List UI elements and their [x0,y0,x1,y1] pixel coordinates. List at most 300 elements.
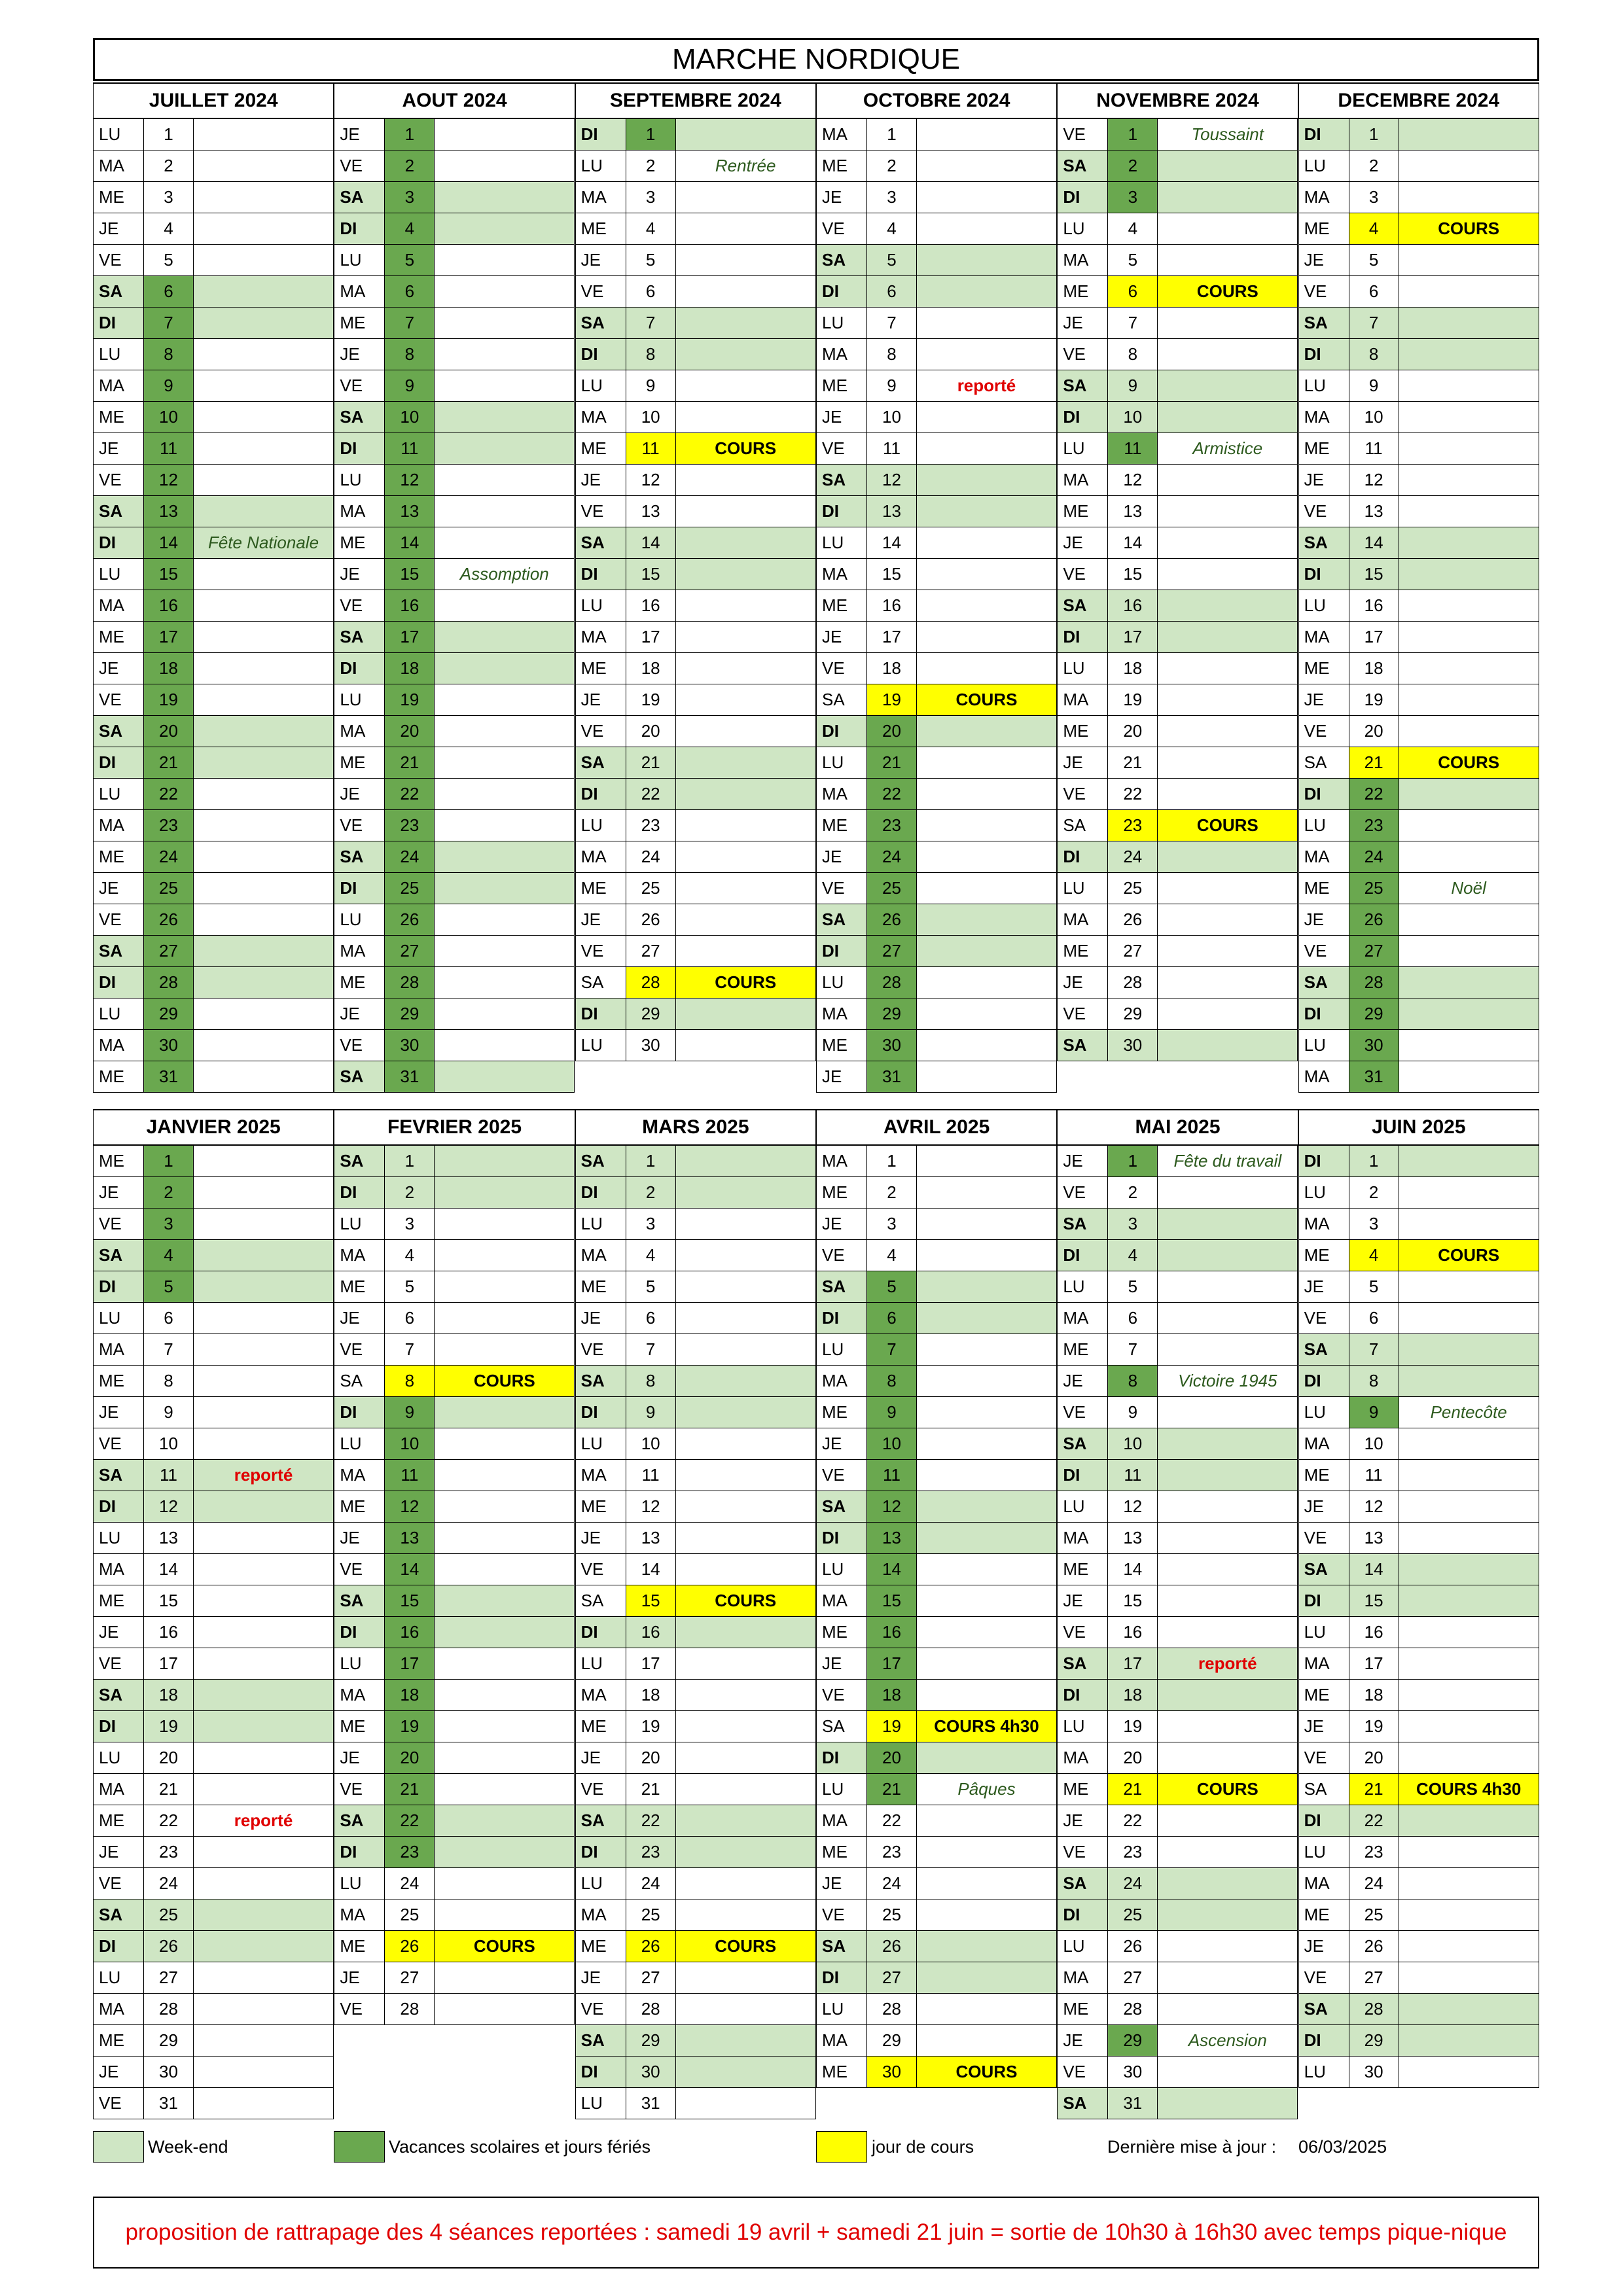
date-cell: 24 [867,841,917,873]
weekday-cell: JE [93,1837,144,1868]
date-cell: 5 [1108,1271,1158,1303]
weekday-cell: JE [575,1742,626,1774]
date-cell: 21 [144,1774,194,1805]
day-row [334,1146,575,1177]
weekday-cell: JE [1298,1711,1349,1742]
note-cell [676,1742,816,1774]
weekday-cell: LU [1298,1617,1349,1648]
note-cell [435,527,575,559]
date-cell: 26 [867,904,917,936]
date-cell: 2 [1108,150,1158,182]
note-cell [435,1617,575,1648]
date-cell: 9 [867,1397,917,1428]
date-cell: 21 [385,1774,435,1805]
day-row [1298,1648,1539,1680]
weekday-cell: DI [1298,1805,1349,1837]
weekday-cell: VE [1057,779,1108,810]
date-cell: 7 [1349,308,1399,339]
day-row [1057,339,1298,370]
day-row [1057,1030,1298,1061]
day-row [1057,1742,1298,1774]
note-cell [917,967,1057,998]
weekday-cell: MA [816,779,867,810]
month-column [1298,1109,1539,2119]
day-row [816,1523,1057,1554]
date-cell: 19 [626,684,676,716]
weekday-cell: ME [93,1805,144,1837]
date-cell: 7 [867,1334,917,1366]
date-cell: 20 [385,1742,435,1774]
weekday-cell: JE [575,245,626,276]
day-row [816,1177,1057,1209]
note-cell [435,1648,575,1680]
date-cell: 13 [1349,1523,1399,1554]
day-row [93,1962,334,1994]
date-cell: 9 [867,370,917,402]
note-cell [435,1460,575,1491]
day-row [575,747,816,779]
day-row [1057,904,1298,936]
weekday-cell: JE [334,119,385,150]
note-cell [676,1868,816,1899]
note-cell: Victoire 1945 [1158,1366,1298,1397]
date-cell: 6 [385,276,435,308]
note-cell: reporté [1158,1648,1298,1680]
date-cell: 14 [626,1554,676,1585]
date-cell: 24 [626,841,676,873]
note-cell [917,1585,1057,1617]
day-row [334,779,575,810]
day-row [1298,684,1539,716]
note-cell [917,119,1057,150]
weekday-cell: SA [1298,967,1349,998]
weekday-cell: DI [816,1962,867,1994]
date-cell: 4 [1349,1240,1399,1271]
weekday-cell: MA [816,1366,867,1397]
note-cell [194,1491,334,1523]
date-cell: 11 [1349,433,1399,465]
weekday-cell: ME [575,873,626,904]
date-cell: 14 [144,1554,194,1585]
weekday-cell: ME [1298,1680,1349,1711]
day-row [334,1554,575,1585]
weekday-cell: ME [93,1146,144,1177]
weekday-cell: VE [334,1774,385,1805]
date-cell: 13 [626,496,676,527]
day-row [1057,1648,1298,1680]
weekday-cell: JE [816,1061,867,1093]
weekday-cell: LU [575,370,626,402]
note-cell: COURS [917,2057,1057,2088]
date-cell: 13 [867,496,917,527]
weekday-cell: ME [816,1030,867,1061]
day-row [334,402,575,433]
day-row [1298,810,1539,841]
note-cell [1158,1397,1298,1428]
day-row [1057,559,1298,590]
day-row [816,1030,1057,1061]
note-cell [194,1397,334,1428]
note-cell [917,1271,1057,1303]
weekday-cell: JE [93,873,144,904]
date-cell: 19 [867,684,917,716]
note-cell [435,339,575,370]
weekday-cell: JE [93,1177,144,1209]
note-cell: COURS [1158,276,1298,308]
weekday-cell: SA [575,1366,626,1397]
date-cell: 31 [385,1061,435,1093]
note-cell: COURS [1399,213,1539,245]
day-row [1057,213,1298,245]
date-cell: 11 [867,433,917,465]
day-row [1057,527,1298,559]
date-cell: 11 [144,1460,194,1491]
note-cell [676,747,816,779]
day-row [93,2025,334,2057]
weekday-cell: SA [816,1931,867,1962]
weekday-cell: LU [1057,653,1108,684]
weekday-cell: LU [575,150,626,182]
day-row [93,1994,334,2025]
date-cell: 25 [1349,873,1399,904]
weekday-cell: ME [334,1271,385,1303]
day-row [334,1931,575,1962]
day-row [1298,1617,1539,1648]
day-row [816,747,1057,779]
day-row [1298,1061,1539,1093]
date-cell: 7 [144,308,194,339]
note-cell: Noël [1399,873,1539,904]
day-row [816,119,1057,150]
note-cell [917,653,1057,684]
note-cell [1399,1962,1539,1994]
day-row [575,2088,816,2119]
day-row [1298,150,1539,182]
weekday-cell: DI [816,276,867,308]
note-cell [435,1061,575,1093]
weekday-cell: DI [575,339,626,370]
date-cell: 15 [626,1585,676,1617]
weekday-cell: DI [93,1931,144,1962]
weekday-cell: ME [1057,1554,1108,1585]
day-row [93,308,334,339]
day-row [1057,1931,1298,1962]
date-cell: 8 [867,339,917,370]
note-cell [194,779,334,810]
day-row [816,213,1057,245]
date-cell: 8 [1349,1366,1399,1397]
day-row [1057,873,1298,904]
date-cell: 7 [144,1334,194,1366]
weekday-cell: LU [334,1868,385,1899]
note-cell [1158,716,1298,747]
date-cell: 27 [144,936,194,967]
date-cell: 24 [626,1868,676,1899]
note-cell [676,1397,816,1428]
month-header: SEPTEMBRE 2024 [575,82,816,119]
day-row [93,1868,334,1899]
note-cell [676,716,816,747]
day-row [1298,1805,1539,1837]
date-cell: 25 [1108,1899,1158,1931]
note-cell [435,1837,575,1868]
weekday-cell: MA [816,119,867,150]
date-cell: 18 [626,653,676,684]
date-cell: 10 [1349,402,1399,433]
day-row [334,119,575,150]
day-row [1298,465,1539,496]
weekday-cell: SA [1298,1774,1349,1805]
day-row [575,1334,816,1366]
day-row [816,1648,1057,1680]
note-cell [1158,1271,1298,1303]
date-cell: 11 [626,433,676,465]
month-header: JUIN 2025 [1298,1109,1539,1146]
weekday-cell: ME [816,2057,867,2088]
weekday-cell: JE [816,1868,867,1899]
weekday-cell: DI [1057,1680,1108,1711]
weekday-cell: VE [1298,1303,1349,1334]
weekday-cell: LU [1298,1030,1349,1061]
day-row [575,1868,816,1899]
weekday-cell: SA [1057,2088,1108,2119]
note-cell [1399,1899,1539,1931]
month-header: MARS 2025 [575,1109,816,1146]
day-row [334,527,575,559]
weekday-cell: MA [1298,1428,1349,1460]
day-row [93,1742,334,1774]
date-cell: 19 [1349,684,1399,716]
day-row [575,1648,816,1680]
weekday-cell: SA [1298,1994,1349,2025]
weekday-cell: VE [1298,716,1349,747]
day-row [1298,1554,1539,1585]
date-cell: 24 [867,1868,917,1899]
note-cell [676,1837,816,1868]
date-cell: 26 [867,1931,917,1962]
weekday-cell: VE [1057,2057,1108,2088]
note-cell [435,1428,575,1460]
date-cell: 6 [1349,1303,1399,1334]
weekday-cell: VE [334,1030,385,1061]
note-cell [676,559,816,590]
date-cell: 28 [385,967,435,998]
weekday-cell: SA [1298,1334,1349,1366]
note-cell [917,1397,1057,1428]
day-row [575,1146,816,1177]
note-cell: Toussaint [1158,119,1298,150]
date-cell: 26 [1108,904,1158,936]
weekday-cell: SA [334,1146,385,1177]
weekday-cell: VE [1057,998,1108,1030]
date-cell: 8 [385,1366,435,1397]
date-cell: 9 [1349,1397,1399,1428]
date-cell: 10 [867,402,917,433]
weekday-cell: LU [93,1303,144,1334]
note-cell [435,967,575,998]
weekday-cell: JE [334,1303,385,1334]
day-row [334,936,575,967]
note-cell [194,2088,334,2119]
day-row [1057,150,1298,182]
day-row [334,1240,575,1271]
weekday-cell: MA [575,1680,626,1711]
note-cell [194,308,334,339]
day-row [575,402,816,433]
note-cell [676,308,816,339]
weekday-cell: VE [575,936,626,967]
date-cell: 1 [144,119,194,150]
weekday-cell: VE [93,1648,144,1680]
note-cell [435,213,575,245]
day-row [334,1397,575,1428]
weekday-cell: LU [93,779,144,810]
weekday-cell: JE [93,1617,144,1648]
note-cell [1158,936,1298,967]
day-row [1057,1491,1298,1523]
day-row [93,810,334,841]
weekday-cell: VE [1298,936,1349,967]
date-cell: 16 [385,1617,435,1648]
date-cell: 29 [144,2025,194,2057]
weekday-cell: SA [816,904,867,936]
weekday-cell: DI [575,998,626,1030]
weekday-cell: DI [1298,779,1349,810]
date-cell: 29 [144,998,194,1030]
day-row [93,1774,334,1805]
note-cell [1158,998,1298,1030]
day-row [1057,1177,1298,1209]
date-cell: 25 [626,873,676,904]
note-cell [1399,1061,1539,1093]
weekday-cell: DI [93,967,144,998]
weekday-cell: MA [1298,402,1349,433]
footer-note: proposition de rattrapage des 4 séances reportées : samedi 19 avril + samedi 21 juin = sortie de 10h30 à 16h30 avec temps pique-nique [93,2197,1539,2269]
weekday-cell: ME [575,653,626,684]
date-cell: 7 [867,308,917,339]
day-row [1298,2025,1539,2057]
note-cell [194,1334,334,1366]
weekday-cell: DI [1298,1366,1349,1397]
date-cell: 6 [144,276,194,308]
day-row [816,150,1057,182]
note-cell [1158,402,1298,433]
day-row [816,1680,1057,1711]
day-row [575,810,816,841]
weekday-cell: ME [334,1491,385,1523]
note-cell [1158,150,1298,182]
note-cell [1158,1868,1298,1899]
weekday-cell: MA [816,339,867,370]
day-row [1298,402,1539,433]
note-cell [194,1962,334,1994]
day-row [334,1491,575,1523]
note-cell [917,527,1057,559]
date-cell: 22 [1349,1805,1399,1837]
weekday-cell: LU [1057,433,1108,465]
date-cell: 24 [144,1868,194,1899]
weekday-cell: MA [1298,1061,1349,1093]
day-row [334,590,575,622]
day-row [575,1931,816,1962]
day-row [816,1460,1057,1491]
date-cell: 23 [867,1837,917,1868]
day-row [816,622,1057,653]
day-row [93,1428,334,1460]
date-cell: 3 [867,182,917,213]
day-row [1298,1460,1539,1491]
date-cell: 21 [144,747,194,779]
weekday-cell: LU [93,1962,144,1994]
weekday-cell: DI [1298,339,1349,370]
weekday-cell: ME [816,590,867,622]
note-cell [1399,370,1539,402]
date-cell: 4 [1349,213,1399,245]
day-row [816,465,1057,496]
weekday-cell: SA [575,1805,626,1837]
month-header: MAI 2025 [1057,1109,1298,1146]
date-cell: 5 [385,1271,435,1303]
date-cell: 3 [1108,1209,1158,1240]
date-cell: 6 [1108,1303,1158,1334]
weekday-cell: ME [334,747,385,779]
note-cell [676,2088,816,2119]
day-row [93,433,334,465]
note-cell [676,465,816,496]
date-cell: 4 [626,213,676,245]
date-cell: 30 [1349,1030,1399,1061]
weekday-cell: LU [1298,370,1349,402]
weekday-cell: JE [1298,1491,1349,1523]
weekday-cell: ME [816,1617,867,1648]
day-row [93,1303,334,1334]
note-cell [917,339,1057,370]
day-row [93,1209,334,1240]
day-row [575,213,816,245]
weekday-cell: ME [816,1177,867,1209]
day-row [575,716,816,747]
note-cell [435,182,575,213]
note-cell [676,1491,816,1523]
note-cell [917,1680,1057,1711]
date-cell: 19 [1108,684,1158,716]
day-row [575,873,816,904]
day-row [1057,1962,1298,1994]
weekday-cell: JE [575,684,626,716]
weekday-cell: ME [816,150,867,182]
weekday-cell: LU [334,1209,385,1240]
note-cell [1158,370,1298,402]
day-row [334,1428,575,1460]
note-cell [917,1962,1057,1994]
weekday-cell: ME [93,1585,144,1617]
month-header: NOVEMBRE 2024 [1057,82,1298,119]
day-row [93,1366,334,1397]
note-cell [917,213,1057,245]
date-cell: 19 [385,684,435,716]
note-cell [194,119,334,150]
weekday-cell: MA [334,1899,385,1931]
date-cell: 14 [1108,527,1158,559]
date-cell: 15 [1108,1585,1158,1617]
date-cell: 17 [385,1648,435,1680]
note-cell [676,1648,816,1680]
note-cell [435,1030,575,1061]
weekday-cell: DI [93,1491,144,1523]
day-row [93,590,334,622]
date-cell: 26 [1108,1931,1158,1962]
weekday-cell: LU [93,998,144,1030]
